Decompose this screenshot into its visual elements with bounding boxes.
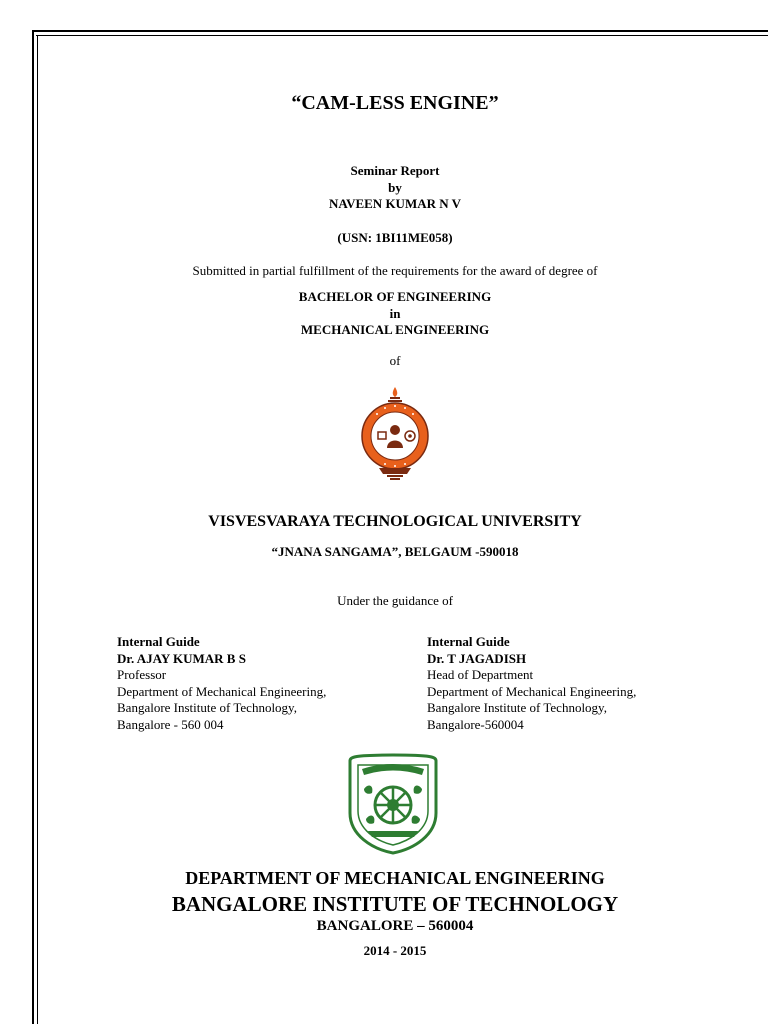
footer-institute: BANGALORE INSTITUTE OF TECHNOLOGY bbox=[171, 892, 619, 916]
guide-role: Internal Guide bbox=[427, 634, 510, 649]
guide-role: Internal Guide bbox=[117, 634, 200, 649]
bit-emblem-icon bbox=[344, 753, 442, 855]
page-border-top bbox=[32, 30, 768, 32]
page-border-left-inner bbox=[37, 35, 38, 1024]
footer-department: DEPARTMENT OF MECHANICAL ENGINEERING bbox=[185, 868, 605, 888]
guide-left bbox=[117, 634, 326, 734]
page-border-top-inner bbox=[36, 35, 768, 36]
footer-year: 2014 - 2015 bbox=[363, 943, 427, 958]
degree-of: of bbox=[389, 353, 401, 368]
guide-designation: Head of Department bbox=[427, 667, 534, 683]
degree-branch: MECHANICAL ENGINEERING bbox=[300, 322, 490, 337]
guide-city: Bangalore-560004 bbox=[427, 716, 524, 732]
footer-city: BANGALORE – 560004 bbox=[316, 918, 474, 934]
report-by: by bbox=[388, 180, 402, 195]
report-author: NAVEEN KUMAR N V bbox=[328, 196, 462, 211]
guide-institute: Bangalore Institute of Technology, bbox=[427, 700, 607, 716]
report-type: Seminar Report bbox=[350, 163, 440, 178]
guide-right bbox=[427, 634, 636, 734]
university-name: VISVESVARAYA TECHNOLOGICAL UNIVERSITY bbox=[208, 513, 582, 530]
degree-name: BACHELOR OF ENGINEERING bbox=[298, 289, 492, 304]
guidance-text: Under the guidance of bbox=[337, 593, 453, 608]
vtu-seal-icon bbox=[357, 384, 433, 482]
guide-institute: Bangalore Institute of Technology, bbox=[117, 700, 297, 716]
page-border-left bbox=[32, 30, 34, 1024]
guide-department: Department of Mechanical Engineering, bbox=[427, 683, 637, 699]
guide-name: Dr. T JAGADISH bbox=[427, 650, 527, 666]
submission-text: Submitted in partial fulfillment of the requirements for the award of degree of bbox=[192, 263, 598, 278]
report-title: “CAM-LESS ENGINE” bbox=[291, 92, 499, 114]
guide-department: Department of Mechanical Engineering, bbox=[117, 683, 327, 699]
guide-designation: Professor bbox=[117, 667, 167, 683]
guide-name: Dr. AJAY KUMAR B S bbox=[117, 650, 246, 666]
degree-in: in bbox=[389, 306, 401, 321]
guide-city: Bangalore - 560 004 bbox=[117, 716, 224, 732]
university-address: “JNANA SANGAMA”, BELGAUM -590018 bbox=[271, 544, 519, 559]
report-usn: (USN: 1BI11ME058) bbox=[337, 230, 453, 245]
